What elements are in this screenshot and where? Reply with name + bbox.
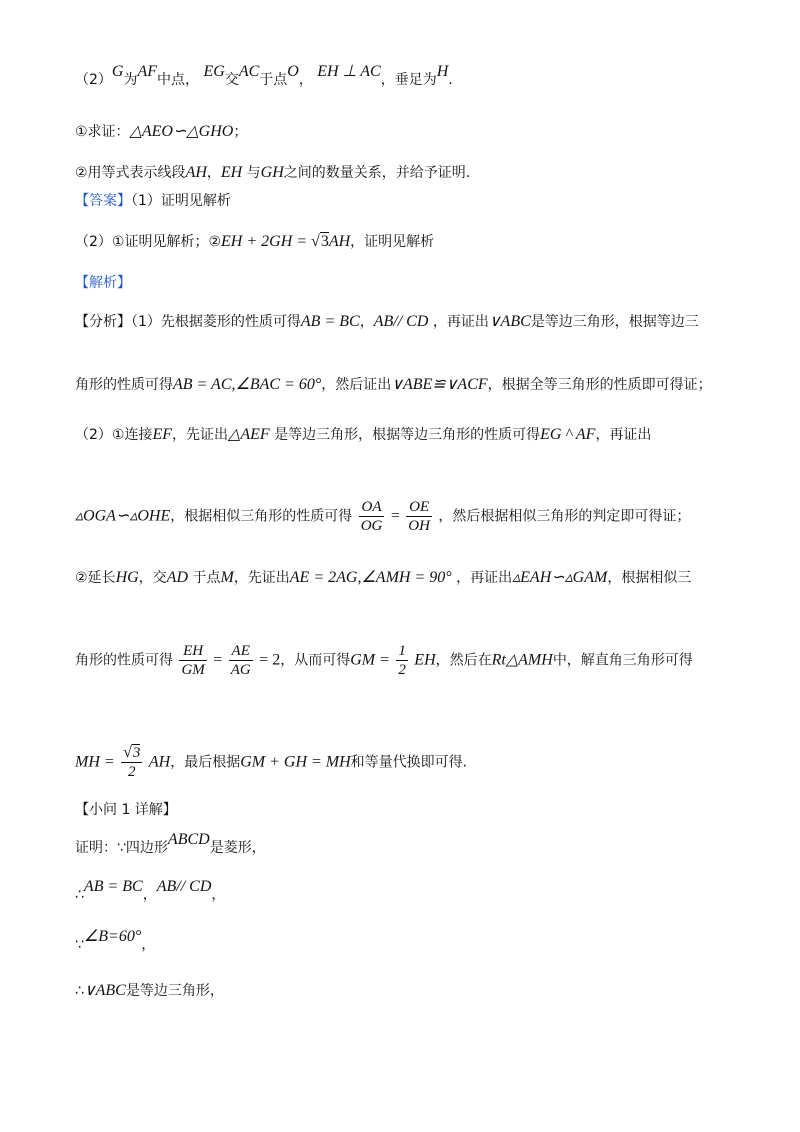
proof-line-1: 证明：∵四边形ABCD是菱形， xyxy=(75,831,266,856)
fraction-one-half: $\frac{1}{2}$ xyxy=(398,643,406,678)
fraction-oe-oh: $\frac{OE}{OH}$ xyxy=(408,499,430,534)
analysis-line-5: ②延长HG，交AD 于点M，先证出AE = 2AG,∠AMH = 90° ，再证出▵EAH∽▵GAM，根据相似三 xyxy=(75,569,692,586)
proof-line-2: ∴AB = BC，AB// CD， xyxy=(75,878,226,903)
fraction-eh-gm: $\frac{EH}{GM}$ xyxy=(181,643,205,678)
proof-line-3: ∵∠B=60°， xyxy=(75,928,156,953)
answer-tag: 【答案】 xyxy=(75,193,131,209)
analysis-line-7: MH = $\frac{√3}{2}$ AH，最后根据GM + GH = MH和等量代换即可得. xyxy=(75,744,468,780)
fraction-root3-over-2: $\frac{√3}{2}$ xyxy=(123,744,141,780)
answer-line-1: 【答案】（1）证明见解析 xyxy=(75,193,231,209)
question-2-statement: （2）G为AF中点， EG交AC于点O， EH ⊥ AC，垂足为H. xyxy=(75,63,453,88)
analysis-heading: 【解析】 xyxy=(75,275,131,291)
fraction-oa-og: $\frac{OA}{OG}$ xyxy=(360,499,383,534)
analysis-line-3: （2）①连接EF，先证出△AEF 是等边三角形，根据等边三角形的性质可得EG ^ AF，再证出 xyxy=(75,426,652,443)
answer-line-2: （2）①证明见解析；②EH + 2GH = √3AH，证明见解析 xyxy=(75,233,435,250)
sub-question-2: ②用等式表示线段AH，EH 与GH之间的数量关系，并给予证明. xyxy=(75,164,471,181)
fraction-ae-ag: $\frac{AE}{AG}$ xyxy=(230,643,251,678)
analysis-line-6: 角形的性质可得 $\frac{EH}{GM}$ = $\frac{AE}{AG}$ = 2，从而可得GM = $\frac{1}{2}$ EH，然后在Rt△AMH中，解直角三角形可得 xyxy=(75,643,693,678)
analysis-line-2: 角形的性质可得AB = AC,∠BAC = 60°，然后证出∨ABE≌∨ACF，根据全等三角形的性质即可得证； xyxy=(75,376,712,393)
detail-heading: 【小问 1 详解】 xyxy=(75,802,177,818)
analysis-line-1: 【分析】（1）先根据菱形的性质可得AB = BC，AB// CD ，再证出∨ABC是等边三角形，根据等边三 xyxy=(75,313,699,330)
sub-question-1: ①求证：△AEO∽△GHO； xyxy=(75,123,248,140)
analysis-line-4: ▵OGA∽▵OHE，根据相似三角形的性质可得 $\frac{OA}{OG}$ = $\frac{OE}{OH}$ ，然后根据相似三角形的判定即可得证； xyxy=(75,499,691,534)
proof-line-4: ∴∨ABC是等边三角形， xyxy=(75,982,224,999)
